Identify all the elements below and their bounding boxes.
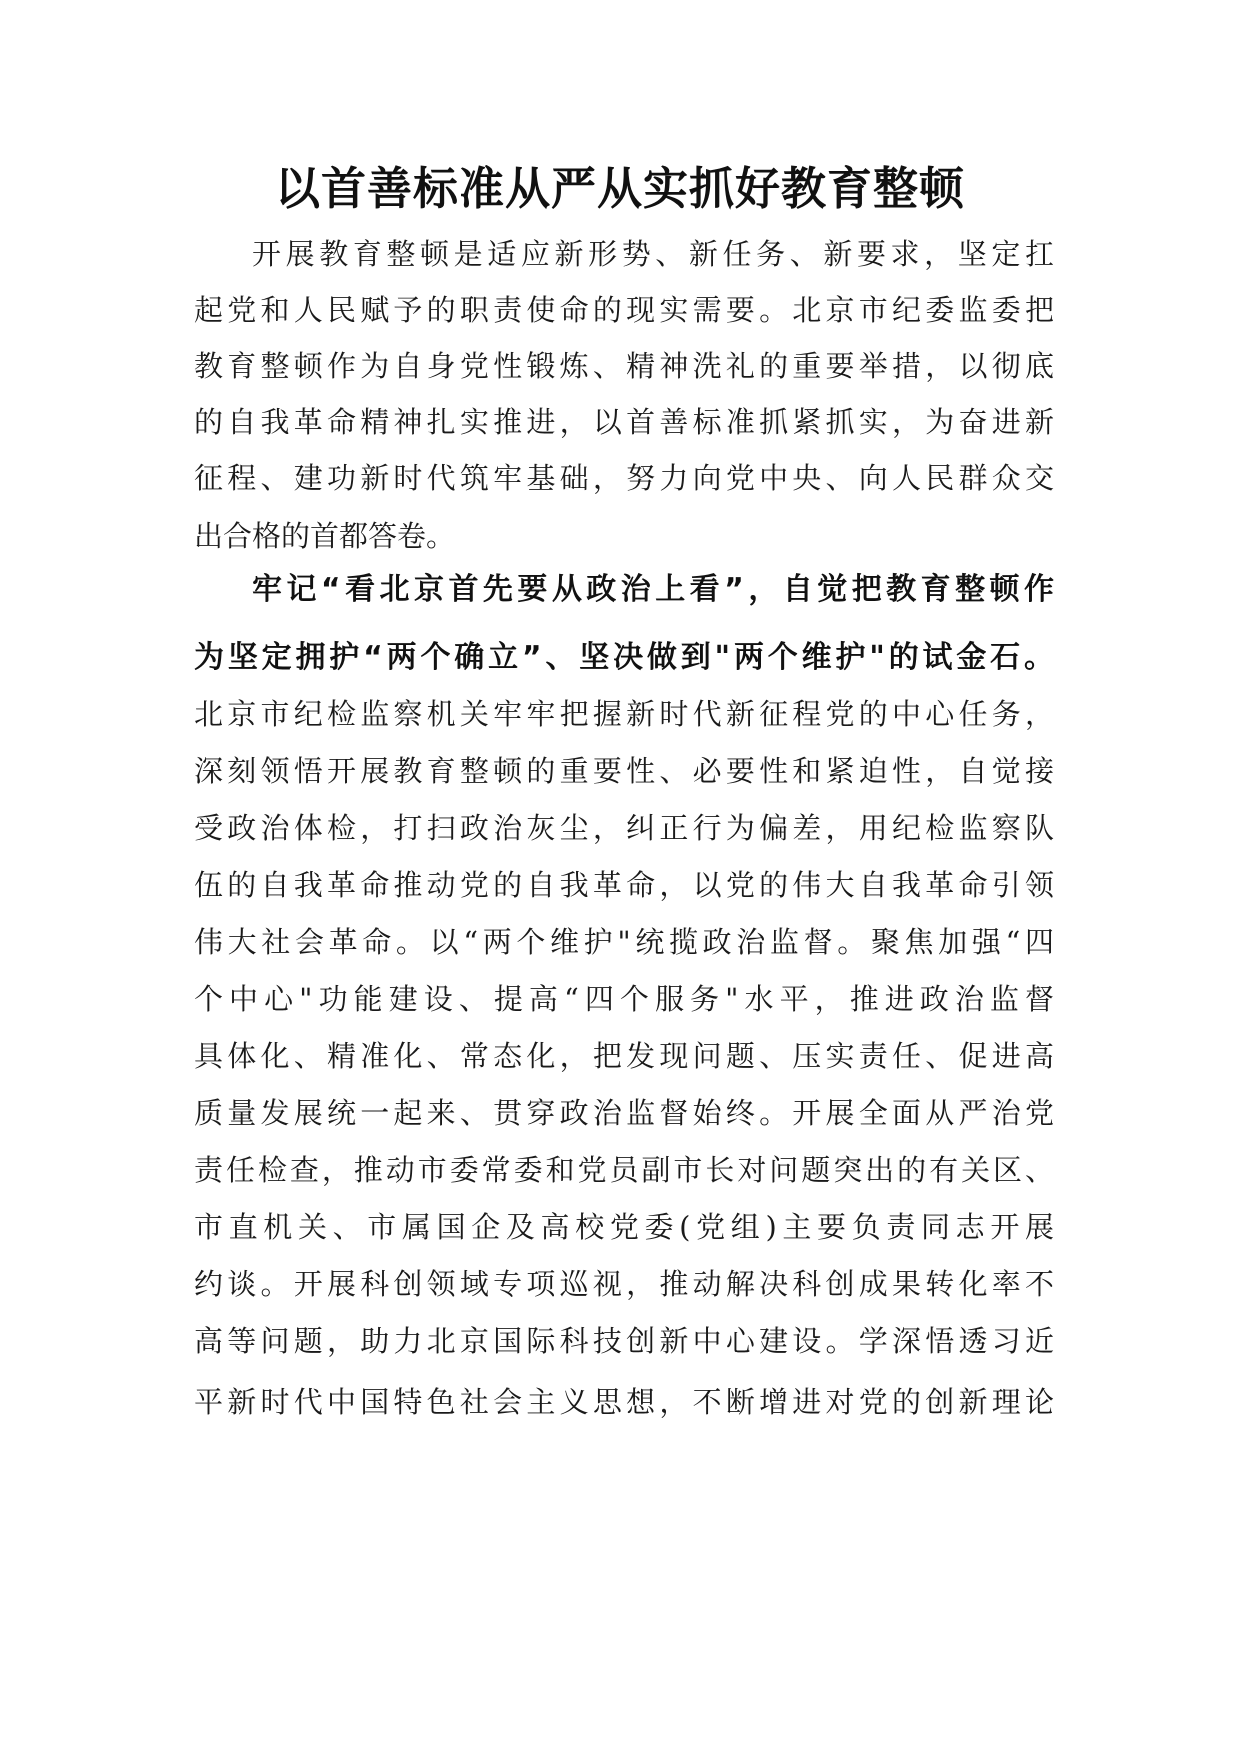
body-line-11: 约谈。开展科创领域专项巡视，推动解决科创成果转化率不 (194, 1267, 1054, 1301)
body-line-12: 高等问题，助力北京国际科技创新中心建设。学深悟透习近 (194, 1324, 1054, 1358)
body-line-1: 北京市纪检监察机关牢牢把握新时代新征程党的中心任务， (194, 697, 1054, 731)
section-heading-line-2: 为坚定拥护“两个确立”、坚决做到"两个维护"的试金石。 (194, 640, 1054, 675)
intro-line-2: 起党和人民赋予的职责使命的现实需要。北京市纪委监委把 (194, 293, 1054, 327)
body-line-2: 深刻领悟开展教育整顿的重要性、必要性和紧迫性，自觉接 (194, 754, 1054, 788)
body-line-5: 伟大社会革命。以“两个维护"统揽政治监督。聚焦加强“四 (194, 925, 1054, 959)
body-line-6: 个中心"功能建设、提高“四个服务"水平，推进政治监督 (194, 982, 1054, 1016)
intro-line-5: 征程、建功新时代筑牢基础，努力向党中央、向人民群众交 (194, 461, 1054, 495)
intro-line-4: 的自我革命精神扎实推进，以首善标准抓紧抓实，为奋进新 (194, 405, 1054, 439)
body-line-10: 市直机关、市属国企及高校党委(党组)主要负责同志开展 (194, 1210, 1054, 1244)
intro-line-1: 开展教育整顿是适应新形势、新任务、新要求，坚定扛 (252, 237, 1054, 271)
intro-line-6: 出合格的首都答卷。 (194, 519, 456, 553)
body-line-8: 质量发展统一起来、贯穿政治监督始终。开展全面从严治党 (194, 1096, 1054, 1130)
body-line-3: 受政治体检，打扫政治灰尘，纠正行为偏差，用纪检监察队 (194, 811, 1054, 845)
body-line-7: 具体化、精准化、常态化，把发现问题、压实责任、促进高 (194, 1039, 1054, 1073)
body-line-4: 伍的自我革命推动党的自我革命，以党的伟大自我革命引领 (194, 868, 1054, 902)
body-line-13: 平新时代中国特色社会主义思想，不断增进对党的创新理论 (194, 1385, 1054, 1419)
body-line-9: 责任检查，推动市委常委和党员副市长对问题突出的有关区、 (194, 1153, 1054, 1187)
section-heading-line-1: 牢记“看北京首先要从政治上看”，自觉把教育整顿作 (252, 572, 1054, 607)
intro-line-3: 教育整顿作为自身党性锻炼、精神洗礼的重要举措，以彻底 (194, 349, 1054, 383)
document-title: 以首善标准从严从实抓好教育整顿 (274, 162, 965, 215)
